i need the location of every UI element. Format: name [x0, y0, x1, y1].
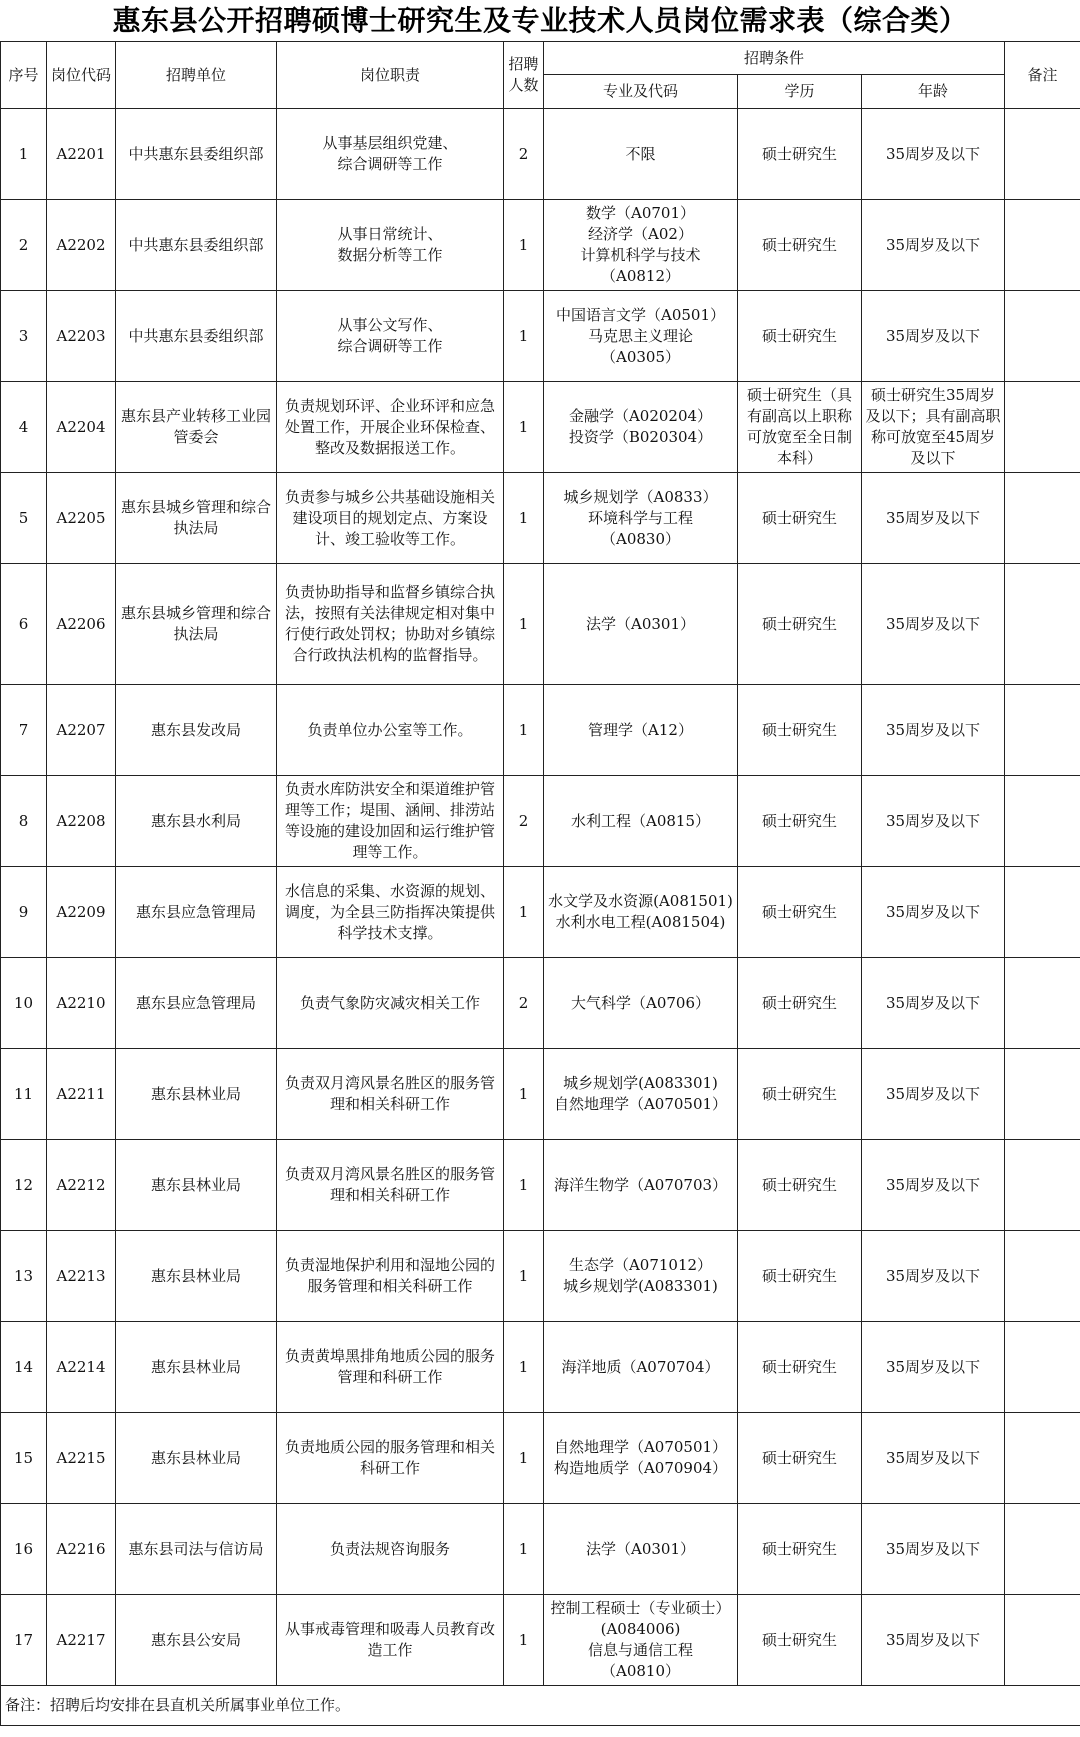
recruitment-table	[0, 41, 1080, 1726]
cell-remark	[1005, 200, 1080, 291]
table-row	[1, 1322, 1080, 1413]
cell-major: 金融学（A020204） 投资学（B020304）	[544, 382, 738, 473]
table-row	[1, 1504, 1080, 1595]
cell-remark	[1005, 1504, 1080, 1595]
cell-edu: 硕士研究生	[738, 1231, 862, 1322]
cell-count: 1	[504, 382, 544, 473]
cell-unit: 惠东县水利局	[116, 776, 277, 867]
cell-major: 生态学（A071012） 城乡规划学(A083301)	[544, 1231, 738, 1322]
cell-count: 1	[504, 473, 544, 564]
cell-major: 数学（A0701） 经济学（A02） 计算机科学与技术 （A0812）	[544, 200, 738, 291]
cell-code: A2216	[47, 1504, 116, 1595]
cell-duty: 负责参与城乡公共基础设施相关建设项目的规划定点、方案设计、竣工验收等工作。	[277, 473, 504, 564]
cell-major: 自然地理学（A070501） 构造地质学（A070904）	[544, 1413, 738, 1504]
table-row	[1, 685, 1080, 776]
table-row	[1, 958, 1080, 1049]
cell-duty: 负责湿地保护利用和湿地公园的服务管理和相关科研工作	[277, 1231, 504, 1322]
header-duty: 岗位职责	[277, 42, 504, 109]
cell-major: 城乡规划学(A083301) 自然地理学（A070501）	[544, 1049, 738, 1140]
cell-unit: 中共惠东县委组织部	[116, 200, 277, 291]
cell-duty: 负责协助指导和监督乡镇综合执法，按照有关法律规定相对集中行使行政处罚权；协助对乡镇综合行政执法机构的监督指导。	[277, 564, 504, 685]
cell-major: 法学（A0301）	[544, 564, 738, 685]
cell-age: 35周岁及以下	[862, 685, 1005, 776]
cell-unit: 惠东县发改局	[116, 685, 277, 776]
cell-edu: 硕士研究生	[738, 1504, 862, 1595]
cell-remark	[1005, 564, 1080, 685]
cell-code: A2215	[47, 1413, 116, 1504]
cell-unit: 惠东县应急管理局	[116, 958, 277, 1049]
cell-remark	[1005, 291, 1080, 382]
cell-count: 1	[504, 1595, 544, 1686]
cell-age: 35周岁及以下	[862, 1413, 1005, 1504]
cell-seq: 2	[1, 200, 47, 291]
cell-remark	[1005, 109, 1080, 200]
cell-count: 1	[504, 291, 544, 382]
cell-duty: 从事公文写作、 综合调研等工作	[277, 291, 504, 382]
footnote: 备注：招聘后均安排在县直机关所属事业单位工作。	[1, 1686, 1080, 1726]
header-count: 招聘人数	[504, 42, 544, 109]
header-conditions: 招聘条件	[544, 42, 1005, 75]
table-row	[1, 473, 1080, 564]
cell-seq: 14	[1, 1322, 47, 1413]
cell-duty: 负责地质公园的服务管理和相关科研工作	[277, 1413, 504, 1504]
cell-count: 1	[504, 1049, 544, 1140]
cell-count: 1	[504, 200, 544, 291]
cell-edu: 硕士研究生	[738, 1413, 862, 1504]
cell-remark	[1005, 1231, 1080, 1322]
cell-code: A2213	[47, 1231, 116, 1322]
cell-count: 1	[504, 1504, 544, 1595]
table-row	[1, 1049, 1080, 1140]
cell-duty: 水信息的采集、水资源的规划、调度，为全县三防指挥决策提供科学技术支撑。	[277, 867, 504, 958]
cell-duty: 负责气象防灾减灾相关工作	[277, 958, 504, 1049]
cell-major: 水利工程（A0815）	[544, 776, 738, 867]
cell-age: 35周岁及以下	[862, 958, 1005, 1049]
cell-unit: 惠东县林业局	[116, 1322, 277, 1413]
cell-age: 35周岁及以下	[862, 473, 1005, 564]
cell-seq: 9	[1, 867, 47, 958]
cell-count: 2	[504, 958, 544, 1049]
header-edu: 学历	[738, 75, 862, 109]
cell-edu: 硕士研究生	[738, 1049, 862, 1140]
cell-remark	[1005, 1140, 1080, 1231]
cell-count: 1	[504, 1413, 544, 1504]
cell-major: 大气科学（A0706）	[544, 958, 738, 1049]
cell-edu: 硕士研究生	[738, 776, 862, 867]
cell-unit: 惠东县司法与信访局	[116, 1504, 277, 1595]
cell-unit: 惠东县林业局	[116, 1049, 277, 1140]
cell-unit: 惠东县产业转移工业园管委会	[116, 382, 277, 473]
cell-duty: 从事基层组织党建、 综合调研等工作	[277, 109, 504, 200]
cell-seq: 12	[1, 1140, 47, 1231]
page-title: 惠东县公开招聘硕博士研究生及专业技术人员岗位需求表（综合类）	[112, 4, 968, 37]
cell-seq: 7	[1, 685, 47, 776]
cell-seq: 6	[1, 564, 47, 685]
table-row	[1, 382, 1080, 473]
cell-duty: 从事日常统计、 数据分析等工作	[277, 200, 504, 291]
cell-seq: 10	[1, 958, 47, 1049]
cell-major: 管理学（A12）	[544, 685, 738, 776]
cell-edu: 硕士研究生	[738, 1595, 862, 1686]
cell-remark	[1005, 473, 1080, 564]
cell-remark	[1005, 867, 1080, 958]
cell-unit: 惠东县城乡管理和综合执法局	[116, 564, 277, 685]
cell-edu: 硕士研究生	[738, 685, 862, 776]
cell-seq: 13	[1, 1231, 47, 1322]
cell-unit: 中共惠东县委组织部	[116, 109, 277, 200]
cell-seq: 11	[1, 1049, 47, 1140]
cell-duty: 负责单位办公室等工作。	[277, 685, 504, 776]
cell-count: 2	[504, 109, 544, 200]
cell-duty: 负责法规咨询服务	[277, 1504, 504, 1595]
cell-seq: 8	[1, 776, 47, 867]
cell-remark	[1005, 1049, 1080, 1140]
cell-seq: 17	[1, 1595, 47, 1686]
cell-remark	[1005, 776, 1080, 867]
cell-duty: 负责黄埠黑排角地质公园的服务管理和科研工作	[277, 1322, 504, 1413]
cell-code: A2205	[47, 473, 116, 564]
cell-code: A2211	[47, 1049, 116, 1140]
cell-count: 1	[504, 1322, 544, 1413]
cell-unit: 惠东县公安局	[116, 1595, 277, 1686]
cell-duty: 负责双月湾风景名胜区的服务管理和相关科研工作	[277, 1049, 504, 1140]
cell-seq: 5	[1, 473, 47, 564]
cell-major: 水文学及水资源(A081501) 水利水电工程(A081504)	[544, 867, 738, 958]
table-row	[1, 1595, 1080, 1686]
cell-code: A2214	[47, 1322, 116, 1413]
cell-code: A2202	[47, 200, 116, 291]
cell-age: 35周岁及以下	[862, 1049, 1005, 1140]
cell-unit: 中共惠东县委组织部	[116, 291, 277, 382]
cell-edu: 硕士研究生	[738, 1140, 862, 1231]
cell-unit: 惠东县城乡管理和综合执法局	[116, 473, 277, 564]
header-age: 年龄	[862, 75, 1005, 109]
cell-edu: 硕士研究生	[738, 958, 862, 1049]
cell-seq: 16	[1, 1504, 47, 1595]
cell-count: 1	[504, 685, 544, 776]
cell-age: 35周岁及以下	[862, 291, 1005, 382]
table-row	[1, 200, 1080, 291]
cell-age: 35周岁及以下	[862, 1322, 1005, 1413]
cell-major: 法学（A0301）	[544, 1504, 738, 1595]
cell-age: 35周岁及以下	[862, 109, 1005, 200]
cell-edu: 硕士研究生	[738, 291, 862, 382]
table-row	[1, 867, 1080, 958]
cell-code: A2210	[47, 958, 116, 1049]
cell-unit: 惠东县应急管理局	[116, 867, 277, 958]
cell-unit: 惠东县林业局	[116, 1413, 277, 1504]
cell-edu: 硕士研究生	[738, 1322, 862, 1413]
header-unit: 招聘单位	[116, 42, 277, 109]
table-row	[1, 1140, 1080, 1231]
cell-edu: 硕士研究生	[738, 867, 862, 958]
cell-major: 中国语言文学（A0501） 马克思主义理论 （A0305）	[544, 291, 738, 382]
table-row	[1, 109, 1080, 200]
cell-seq: 3	[1, 291, 47, 382]
cell-age: 硕士研究生35周岁及以下；具有副高职称可放宽至45周岁及以下	[862, 382, 1005, 473]
cell-remark	[1005, 1595, 1080, 1686]
cell-remark	[1005, 685, 1080, 776]
cell-edu: 硕士研究生	[738, 564, 862, 685]
cell-age: 35周岁及以下	[862, 776, 1005, 867]
table-row	[1, 776, 1080, 867]
cell-code: A2209	[47, 867, 116, 958]
cell-count: 1	[504, 867, 544, 958]
cell-remark	[1005, 958, 1080, 1049]
cell-age: 35周岁及以下	[862, 1231, 1005, 1322]
cell-age: 35周岁及以下	[862, 1140, 1005, 1231]
cell-count: 1	[504, 1231, 544, 1322]
cell-code: A2201	[47, 109, 116, 200]
cell-edu: 硕士研究生	[738, 473, 862, 564]
cell-unit: 惠东县林业局	[116, 1231, 277, 1322]
cell-edu: 硕士研究生（具有副高以上职称可放宽至全日制本科）	[738, 382, 862, 473]
cell-edu: 硕士研究生	[738, 109, 862, 200]
cell-code: A2212	[47, 1140, 116, 1231]
cell-duty: 从事戒毒管理和吸毒人员教育改造工作	[277, 1595, 504, 1686]
cell-code: A2204	[47, 382, 116, 473]
table-row	[1, 564, 1080, 685]
cell-count: 2	[504, 776, 544, 867]
header-seq: 序号	[1, 42, 47, 109]
cell-major: 城乡规划学（A0833） 环境科学与工程 （A0830）	[544, 473, 738, 564]
cell-remark	[1005, 1322, 1080, 1413]
table-row	[1, 1413, 1080, 1504]
table-row	[1, 291, 1080, 382]
cell-code: A2217	[47, 1595, 116, 1686]
cell-duty: 负责双月湾风景名胜区的服务管理和相关科研工作	[277, 1140, 504, 1231]
cell-count: 1	[504, 1140, 544, 1231]
cell-seq: 1	[1, 109, 47, 200]
cell-unit: 惠东县林业局	[116, 1140, 277, 1231]
cell-duty: 负责水库防洪安全和渠道维护管理等工作；堤围、涵闸、排涝站等设施的建设加固和运行维护管理等工作。	[277, 776, 504, 867]
header-code: 岗位代码	[47, 42, 116, 109]
cell-duty: 负责规划环评、企业环评和应急处置工作，开展企业环保检查、整改及数据报送工作。	[277, 382, 504, 473]
cell-code: A2206	[47, 564, 116, 685]
cell-code: A2203	[47, 291, 116, 382]
cell-remark	[1005, 1413, 1080, 1504]
cell-major: 不限	[544, 109, 738, 200]
cell-major: 海洋生物学（A070703）	[544, 1140, 738, 1231]
cell-count: 1	[504, 564, 544, 685]
cell-major: 控制工程硕士（专业硕士）(A084006) 信息与通信工程 （A0810）	[544, 1595, 738, 1686]
cell-age: 35周岁及以下	[862, 1504, 1005, 1595]
cell-remark	[1005, 382, 1080, 473]
cell-code: A2207	[47, 685, 116, 776]
cell-edu: 硕士研究生	[738, 200, 862, 291]
cell-age: 35周岁及以下	[862, 564, 1005, 685]
header-remark: 备注	[1005, 42, 1080, 109]
cell-age: 35周岁及以下	[862, 200, 1005, 291]
cell-major: 海洋地质（A070704）	[544, 1322, 738, 1413]
cell-seq: 15	[1, 1413, 47, 1504]
header-major: 专业及代码	[544, 75, 738, 109]
cell-code: A2208	[47, 776, 116, 867]
cell-age: 35周岁及以下	[862, 1595, 1005, 1686]
table-body	[1, 109, 1080, 1686]
cell-age: 35周岁及以下	[862, 867, 1005, 958]
cell-seq: 4	[1, 382, 47, 473]
table-row	[1, 1231, 1080, 1322]
